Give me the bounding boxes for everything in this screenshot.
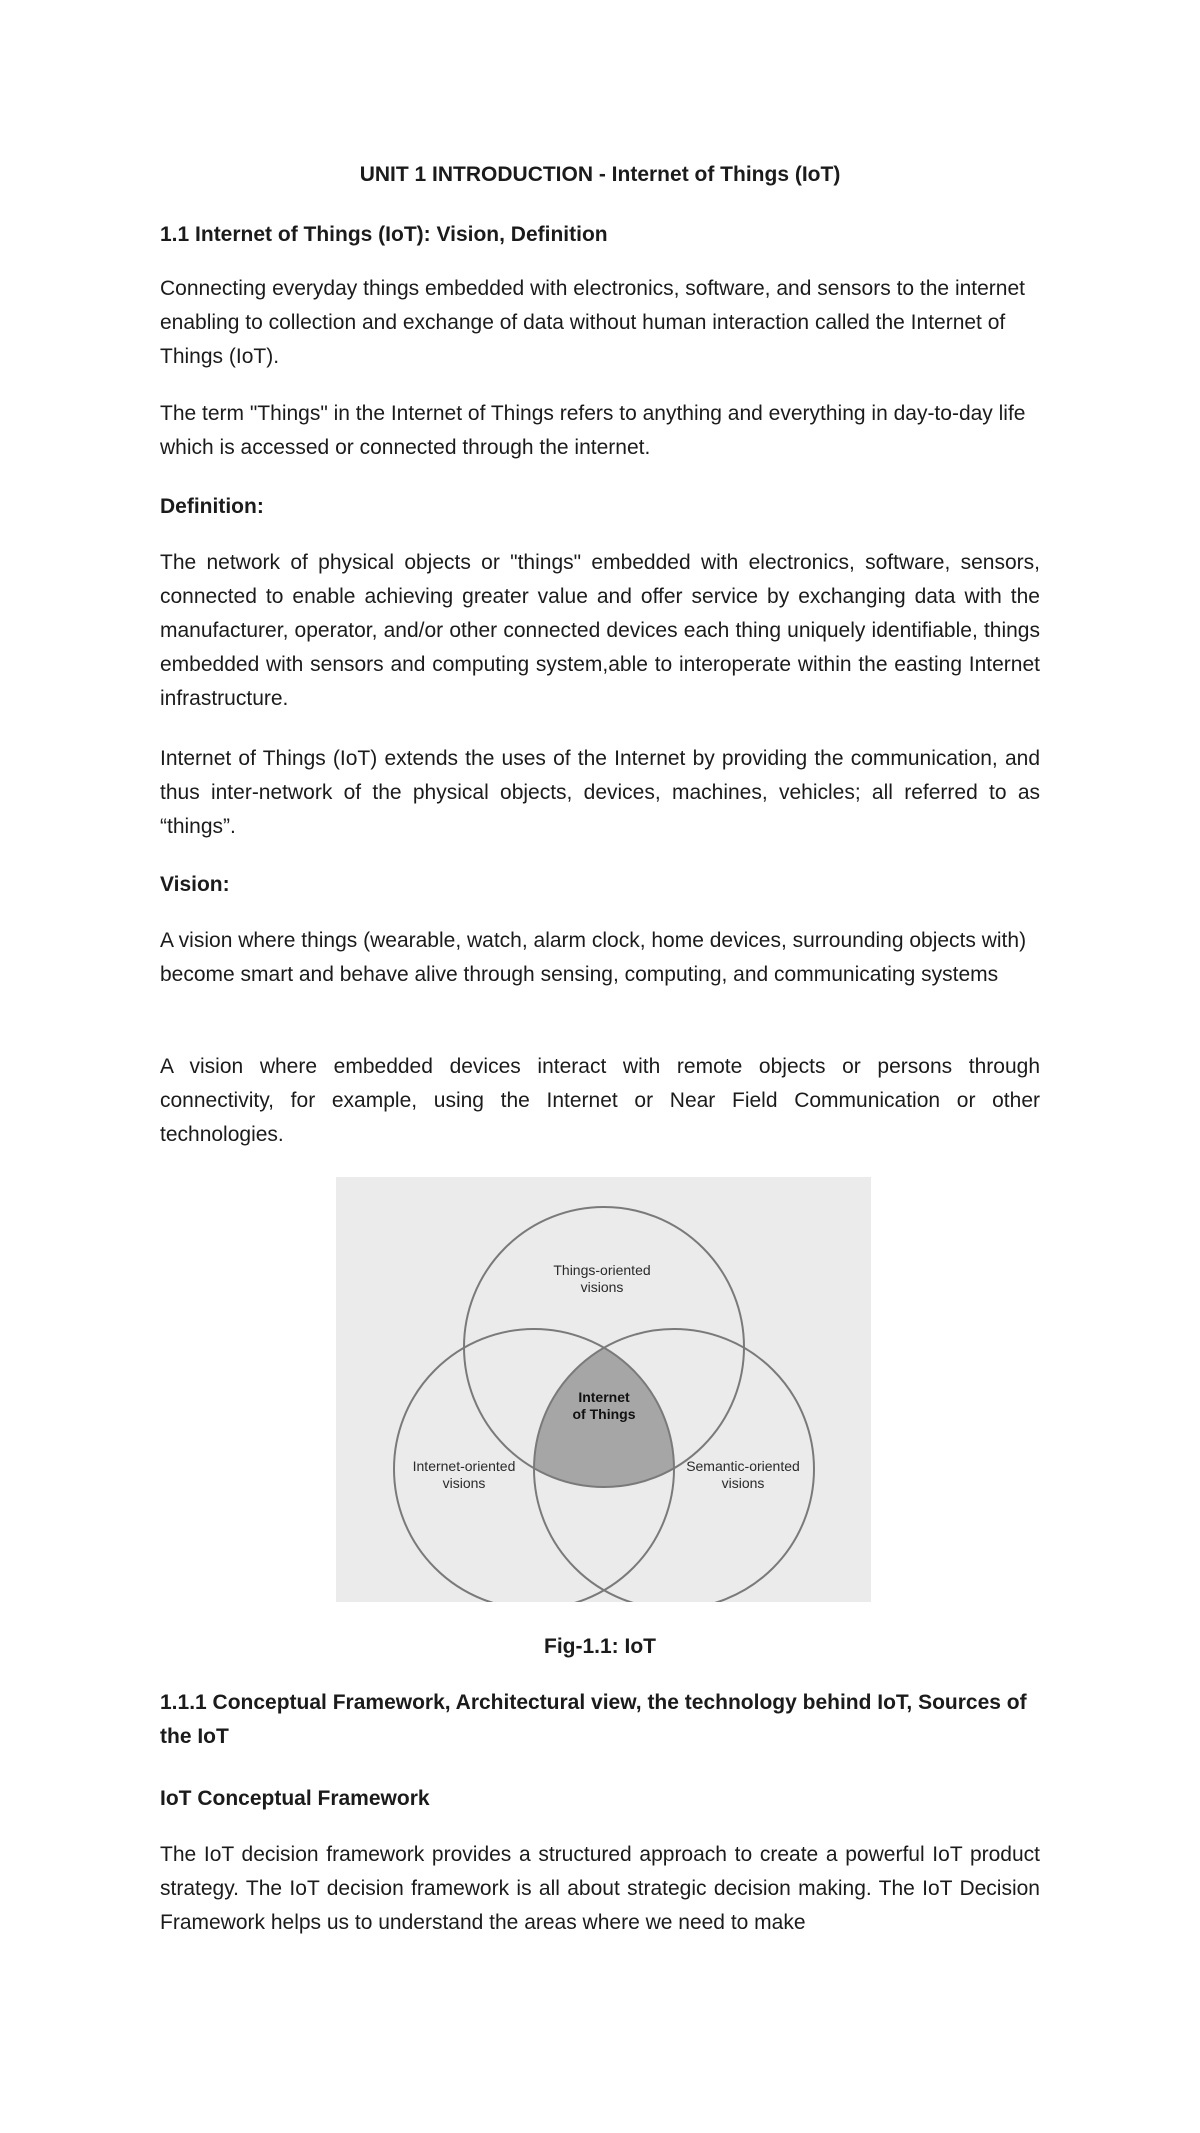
conceptual-framework-heading: IoT Conceptual Framework xyxy=(160,1787,430,1810)
document-title: UNIT 1 INTRODUCTION - Internet of Things (IoT) xyxy=(359,163,841,186)
semantic-oriented-label-line2: visions xyxy=(721,1475,765,1491)
venn-diagram xyxy=(336,1177,871,1602)
internet-oriented-label-line2: visions xyxy=(442,1475,486,1491)
semantic-oriented-label-line1: Semantic-oriented xyxy=(686,1458,800,1474)
internet-oriented-label-line1: Internet-oriented xyxy=(412,1458,516,1474)
definition-paragraph: The network of physical objects or "things" embedded with electronics, software, sensors, connected to enable achieving greater value and offer service by exchanging data with the manufacturer, operator, and/or other connected devices each thing uniquely identifiable, things embedded with sensors and computing system,able to interoperate within the easting Internet infrastructure. xyxy=(160,551,1040,710)
intro-paragraph: Connecting everyday things embedded with electronics, software, and sensors to the internet enabling to collection and exchange of data without human interaction called the Internet of Things (IoT). xyxy=(160,277,1025,368)
things-oriented-label-line2: visions xyxy=(580,1279,624,1295)
internet-of-things-label-line2: of Things xyxy=(572,1406,636,1422)
section-heading-1-1: 1.1 Internet of Things (IoT): Vision, Definition xyxy=(160,223,608,246)
things-oriented-label-line1: Things-oriented xyxy=(553,1262,651,1278)
definition-heading: Definition: xyxy=(160,495,264,518)
framework-paragraph: The IoT decision framework provides a structured approach to create a powerful IoT product strategy. The IoT decision framework is all about strategic decision making. The IoT Decision Framework helps us to understand the areas where we need to make xyxy=(160,1843,1040,1934)
vision-heading: Vision: xyxy=(160,873,230,896)
things-paragraph: The term "Things" in the Internet of Things refers to anything and everything in day-to-day life which is accessed or connected through the internet. xyxy=(160,402,1026,459)
vision-paragraph-2: A vision where embedded devices interact with remote objects or persons through connectivity, for example, using the Internet or Near Field Communication or other technologies. xyxy=(160,1055,1040,1146)
section-heading-1-1-1: 1.1.1 Conceptual Framework, Architectural view, the technology behind IoT, Sources of the IoT xyxy=(160,1691,1027,1748)
figure-caption: Fig-1.1: IoT xyxy=(544,1635,656,1658)
iot-venn-figure xyxy=(336,1177,871,1602)
internet-of-things-label-line1: Internet xyxy=(578,1389,630,1405)
vision-paragraph-1: A vision where things (wearable, watch, alarm clock, home devices, surrounding objects with) become smart and behave alive through sensing, computing, and communicating systems xyxy=(160,929,1027,986)
extends-paragraph: Internet of Things (IoT) extends the uses of the Internet by providing the communication, and thus inter-network of the physical objects, devices, machines, vehicles; all referred to as “things”. xyxy=(160,747,1040,838)
